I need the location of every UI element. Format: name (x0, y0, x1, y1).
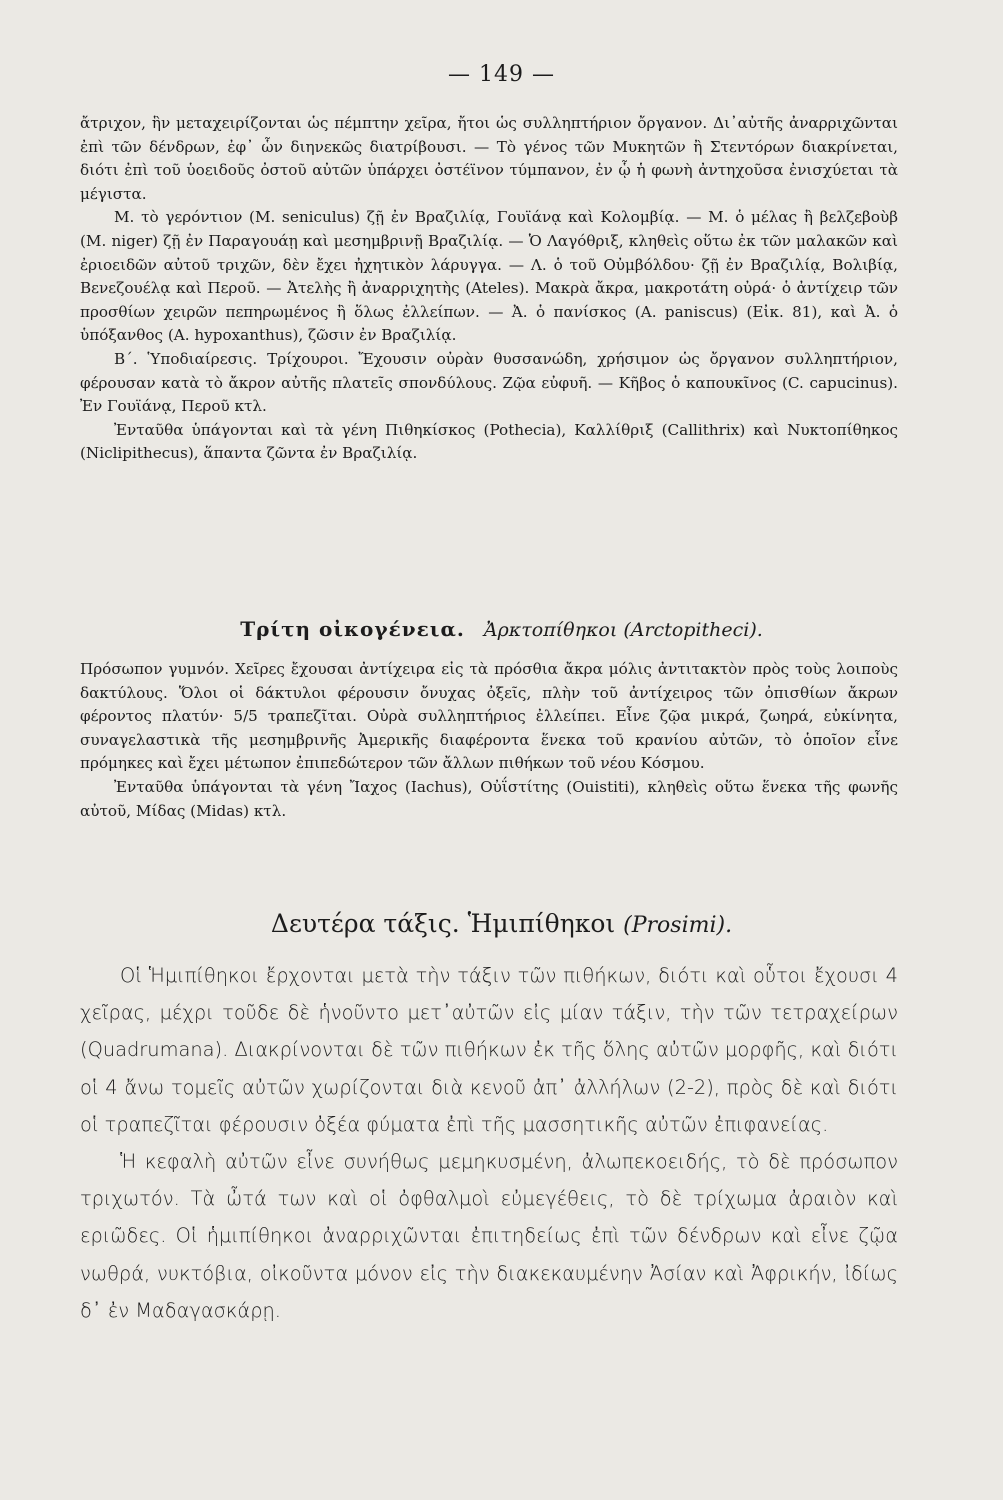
paragraph: Μ. τὸ γερόντιον (M. seniculus) ζῇ ἐν Βραζιλίᾳ, Γουϊάνᾳ καὶ Κολομβίᾳ. — Μ. ὁ μέλας ἢ βελζεβοὺβ (M. niger) ζῇ ἐν Παραγουάῃ καὶ μεσημβρινῇ Βραζιλίᾳ. — Ὁ Λαγόθριξ, κληθεὶς οὕτω ἐκ τῶν μαλακῶν καὶ ἐριοειδῶν αὐτοῦ τριχῶν, δὲν ἔχει ἠχητικὸν λάρυγγα. — Λ. ὁ τοῦ Οὐμβόλδου· ζῇ ἐν Βραζιλίᾳ, Βολιβίᾳ, Βενεζουέλᾳ καὶ Περοῦ. — Ἀτελὴς ἢ ἀναρριχητὴς (Ateles). Μακρὰ ἄκρα, μακροτάτη οὐρά· ὁ ἀντίχειρ τῶν προσθίων χειρῶν πεπηρωμένος ἢ ὅλως ἐλλείπων. — Ἀ. ὁ πανίσκος (A. paniscus) (Εἰκ. 81), καὶ Ἀ. ὁ ὑπόξανθος (A. hypoxanthus), ζῶσιν ἐν Βραζιλίᾳ. (80, 208, 898, 345)
family-text-block (80, 658, 898, 823)
paragraph: Ἐνταῦθα ὑπάγονται καὶ τὰ γένη Πιθηκίσκος (Pothecia), Καλλίθριξ (Callithrix) καὶ Νυκτοπίθηκος (Niclipithecus), ἅπαντα ζῶντα ἐν Βραζιλίᾳ. (80, 420, 898, 463)
order-heading (0, 907, 1003, 943)
top-text-block (80, 112, 898, 466)
paragraph: ἄτριχον, ἣν μεταχειρίζονται ὡς πέμπτην χεῖρα, ἤτοι ὡς συλληπτήριον ὄργανον. Δι᾽αὐτῆς ἀναρριχῶνται ἐπὶ τῶν δένδρων, ἐφ᾽ ὧν διηνεκῶς διατρίβουσι. — Τὸ γένος τῶν Μυκητῶν ἢ Στεντόρων διακρίνεται, διότι ἐπὶ τοῦ ὑοειδοῦς ὀστοῦ αὐτῶν ὑπάρχει ὀστέϊνον τύμπανον, ἐν ᾧ ἡ φωνὴ ἀντηχοῦσα ἐνισχύεται τὰ μέγιστα. (80, 114, 898, 203)
order-text-block (80, 957, 898, 1329)
paragraph: Ἐνταῦθα ὑπάγονται τὰ γένη Ἴαχος (Iachus), Οὐΐστίτης (Ouistiti), κληθεὶς οὕτω ἕνεκα τῆς φωνῆς αὐτοῦ, Μίδας (Midas) κτλ. (80, 777, 898, 820)
order-heading-label: Δευτέρα τάξις. Ἡμιπίθηκοι (270, 909, 616, 938)
paragraph: Πρόσωπον γυμνόν. Χεῖρες ἔχουσαι ἀντίχειρα εἰς τὰ πρόσθια ἄκρα μόλις ἀντιτακτὸν πρὸς τοὺς λοιποὺς δακτύλους. Ὅλοι οἱ δάκτυλοι φέρουσιν ὄνυχας ὀξεῖς, πλὴν τοῦ ἀντίχειρος τῶν ὀπισθίων ἄκρων φέροντος πλατύν· 5/5 τραπεζῖται. Οὐρὰ συλληπτήριος ἐλλείπει. Εἶνε ζῷα μικρά, ζωηρά, εὐκίνητα, συναγελαστικὰ τῆς μεσημβρινῆς Ἀμερικῆς διαφέροντα ἕνεκα τοῦ κρανίου αὐτῶν, τὸ ὁποῖον εἶνε πρόμηκες καὶ ἔχει μέτωπον ἐπιπεδώτερον τῶν ἄλλων πιθήκων τοῦ νέου Κόσμου. (80, 660, 898, 773)
paragraph: Β΄. Ὑποδιαίρεσις. Τρίχουροι. Ἔχουσιν οὐρὰν θυσσανώδη, χρήσιμον ὡς ὄργανον συλληπτήριον, φέρουσαν κατὰ τὸ ἄκρον αὐτῆς πλατεῖς σπονδύλους. Ζῷα εὐφυῆ. — Κῆβος ὁ καπουκῖνος (C. capucinus). Ἐν Γουϊάνᾳ, Περοῦ κτλ. (80, 349, 898, 416)
order-heading-name: (Prosimi). (623, 913, 733, 938)
family-heading (0, 614, 1003, 645)
paragraph: Ἡ κεφαλὴ αὐτῶν εἶνε συνήθως μεμηκυσμένη, ἀλωπεκοειδής, τὸ δὲ πρόσωπον τριχωτόν. Τὰ ὦτά των καὶ οἱ ὀφθαλμοὶ εὐμεγέθεις, τὸ δὲ τρίχωμα ἀραιὸν καὶ εριῶδες. Οἱ ἡμιπίθηκοι ἀναρριχῶνται ἐπιτηδείως ἐπὶ τῶν δένδρων καὶ εἶνε ζῷα νωθρά, νυκτόβια, οἰκοῦντα μόνον εἰς τὴν διακεκαυμένην Ἀσίαν καὶ Ἀφρικήν, ἰδίως δ᾽ ἐν Μαδαγασκάρῃ. (80, 1150, 898, 1322)
paragraph: Οἱ Ἡμιπίθηκοι ἔρχονται μετὰ τὴν τάξιν τῶν πιθήκων, διότι καὶ οὗτοι ἔχουσι 4 χεῖρας, μέχρι τοῦδε δὲ ἡνοῦντο μετ᾽αὐτῶν εἰς μίαν τάξιν, τὴν τῶν τετραχείρων (Quadrumana). Διακρίνονται δὲ τῶν πιθήκων ἐκ τῆς ὅλης αὐτῶν μορφῆς, καὶ διότι οἱ 4 ἄνω τομεῖς αὐτῶν χωρίζονται διὰ κενοῦ ἀπ᾽ ἀλλήλων (2-2), πρὸς δὲ καὶ διότι οἱ τραπεζῖται φέρουσιν ὀξέα φύματα ἐπὶ τῆς μασσητικῆς αὐτῶν ἐπιφανείας. (80, 964, 898, 1136)
page-number: — 149 — (448, 62, 555, 87)
family-heading-name: Ἀρκτοπίθηκοι (Arctopitheci). (483, 619, 763, 641)
family-heading-label: Τρίτη οἰκογένεια. (240, 617, 465, 641)
